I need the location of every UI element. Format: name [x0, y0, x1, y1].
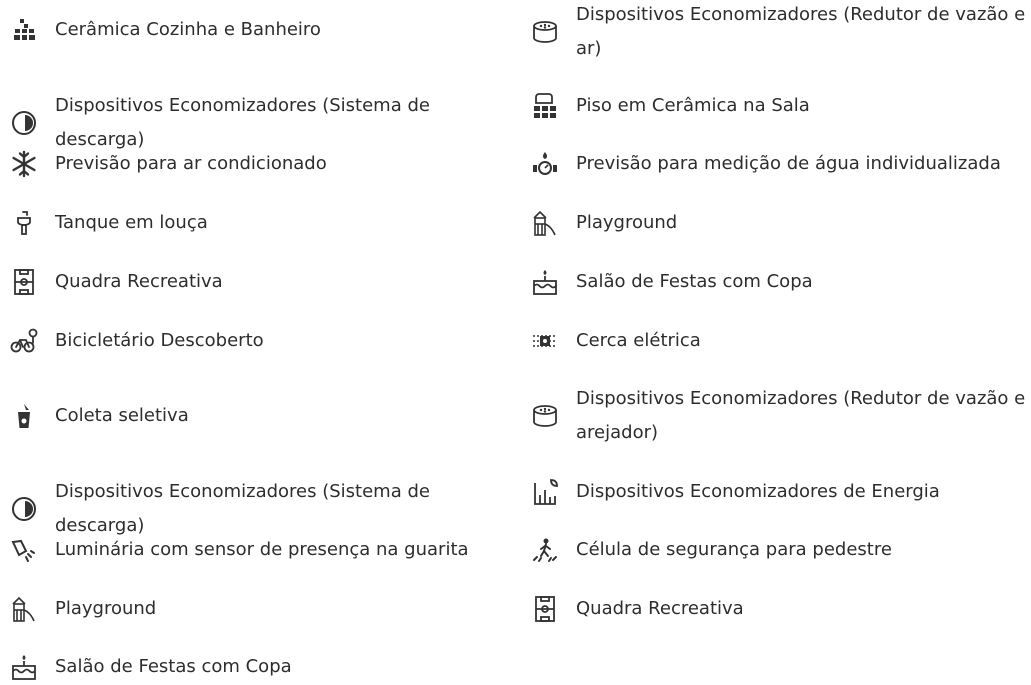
list-item	[531, 475, 1031, 509]
pedestrian-cell-icon	[531, 536, 559, 564]
court-icon	[531, 595, 559, 623]
item-label: Célula de segurança para pedestre	[576, 539, 892, 560]
bicycle-icon	[10, 327, 38, 355]
flush-icon	[10, 109, 38, 137]
item-label: Salão de Festas com Copa	[576, 271, 813, 292]
item-label: Dispositivos Economizadores (Redutor de vazão e arejador)	[576, 388, 1026, 443]
list-item	[10, 13, 525, 47]
cake-icon	[10, 653, 38, 681]
item-label: Coleta seletiva	[55, 405, 189, 426]
snowflake-icon	[10, 150, 38, 178]
item-label: Piso em Cerâmica na Sala	[576, 95, 810, 116]
list-item	[10, 324, 525, 358]
list-item	[531, 592, 1031, 626]
list-item	[531, 0, 1031, 66]
list-item	[531, 265, 1031, 299]
list-item	[531, 147, 1031, 181]
item-label: Quadra Recreativa	[576, 598, 744, 619]
court-icon	[10, 268, 38, 296]
list-item	[10, 592, 525, 626]
list-item	[10, 147, 525, 181]
water-meter-icon	[531, 150, 559, 178]
item-label: Dispositivos Economizadores (Sistema de descarga)	[55, 481, 430, 536]
item-label: Cerca elétrica	[576, 330, 701, 351]
playground-icon	[531, 209, 559, 237]
item-label: Tanque em louça	[55, 212, 208, 233]
item-label: Cerâmica Cozinha e Banheiro	[55, 19, 321, 40]
item-label: Salão de Festas com Copa	[55, 656, 292, 677]
list-item	[10, 206, 525, 240]
playground-icon	[10, 595, 38, 623]
recycle-bin-icon	[10, 402, 38, 430]
item-label: Previsão para medição de água individualizada	[576, 153, 1001, 174]
list-item	[531, 533, 1031, 567]
energy-saver-icon	[531, 478, 559, 506]
electric-fence-icon	[531, 327, 559, 355]
cake-icon	[531, 268, 559, 296]
list-item	[531, 324, 1031, 358]
item-label: Luminária com sensor de presença na guarita	[55, 539, 469, 560]
item-label: Quadra Recreativa	[55, 271, 223, 292]
item-label: Dispositivos Economizadores (Sistema de descarga)	[55, 95, 430, 150]
aerator-icon	[531, 402, 559, 430]
list-item	[531, 206, 1031, 240]
list-item	[531, 89, 1031, 123]
list-item	[531, 382, 1031, 450]
item-label: Dispositivos Economizadores de Energia	[576, 481, 940, 502]
list-item	[10, 399, 525, 433]
item-label: Playground	[576, 212, 678, 233]
lamp-sensor-icon	[10, 536, 38, 564]
flush-icon	[10, 495, 38, 523]
list-item	[10, 650, 525, 684]
item-label: Dispositivos Economizadores (Redutor de vazão e ar)	[576, 4, 1026, 59]
item-label: Playground	[55, 598, 157, 619]
floor-tiles-icon	[531, 92, 559, 120]
tiles-icon	[10, 16, 38, 44]
item-label: Bicicletário Descoberto	[55, 330, 264, 351]
list-item	[10, 533, 525, 567]
aerator-icon	[531, 18, 559, 46]
sink-icon	[10, 209, 38, 237]
item-label: Previsão para ar condicionado	[55, 153, 327, 174]
list-item	[10, 265, 525, 299]
